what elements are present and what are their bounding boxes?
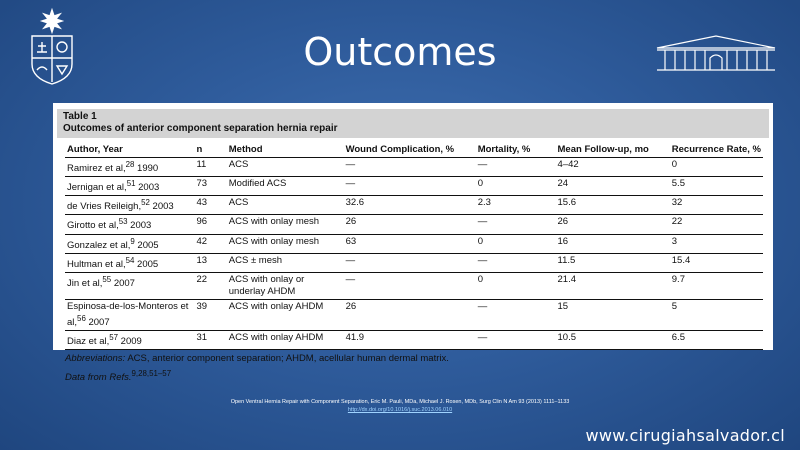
cell-author — [65, 234, 194, 253]
cell-recurrence: 3 — [670, 234, 763, 253]
citation — [0, 398, 800, 414]
table-row — [65, 196, 763, 215]
cell-method: ACS with onlay AHDM — [227, 331, 344, 350]
cell-follow-up: 15.6 — [556, 196, 670, 215]
cell-method: Modified ACS — [227, 177, 344, 196]
cell-follow-up: 16 — [556, 234, 670, 253]
reference-number: 28 — [125, 160, 135, 169]
cell-n: 39 — [194, 299, 226, 330]
author-name: Jernigan et al, — [67, 182, 127, 194]
author-name: Espinosa-de-los-Monteros et al, — [67, 300, 189, 329]
cell-mortality: 0 — [476, 272, 556, 299]
cell-recurrence: 6.5 — [670, 331, 763, 350]
column-header-n: n — [194, 140, 226, 158]
table-row — [65, 272, 763, 299]
author-name: Diaz et al, — [67, 336, 110, 348]
cell-n: 73 — [194, 177, 226, 196]
cell-recurrence: 22 — [670, 215, 763, 234]
cell-follow-up: 26 — [556, 215, 670, 234]
cell-author — [65, 177, 194, 196]
cell-wound-complication: — — [344, 272, 476, 299]
cell-author — [65, 215, 194, 234]
cell-n: 22 — [194, 272, 226, 299]
cell-follow-up: 11.5 — [556, 253, 670, 272]
citation-text: Open Ventral Hernia Repair with Component Separation, Eric M. Pauli, MDa, Michael J. Rosen, MDb, Surg Clin N Am 93 (2013) 1111–1133 — [230, 399, 570, 405]
cell-wound-complication: 32.6 — [344, 196, 476, 215]
cell-mortality: 0 — [476, 177, 556, 196]
cell-method: ACS — [227, 158, 344, 177]
column-header-mortality: Mortality, % — [476, 140, 556, 158]
author-name: Ramirez et al, — [67, 163, 126, 175]
author-name: Gonzalez et al, — [67, 239, 131, 251]
cell-mortality: — — [476, 331, 556, 350]
table-data-source — [65, 368, 763, 384]
publication-year: 2007 — [111, 278, 135, 290]
column-header-wound-complication: Wound Complication, % — [344, 140, 476, 158]
reference-number: 52 — [141, 198, 150, 208]
abbreviations-label: Abbreviations: — [65, 353, 126, 365]
cell-author — [65, 331, 194, 350]
publication-year: 2009 — [118, 336, 142, 348]
cell-author — [65, 253, 194, 272]
table-row — [65, 331, 763, 350]
outcomes-table-image — [53, 103, 773, 384]
publication-year: 2007 — [85, 317, 110, 329]
cell-method: ACS ± mesh — [227, 253, 344, 272]
cell-mortality: 2.3 — [476, 196, 556, 215]
reference-number: 56 — [77, 313, 86, 323]
cell-mortality: — — [476, 158, 556, 177]
cell-follow-up: 15 — [556, 299, 670, 330]
cell-mortality: — — [476, 215, 556, 234]
cell-wound-complication: 26 — [344, 299, 476, 330]
table-caption — [57, 109, 769, 138]
publication-year: 2003 — [149, 201, 174, 213]
cell-n: 13 — [194, 253, 226, 272]
reference-number: 53 — [118, 217, 128, 227]
author-name: de Vries Reileigh, — [67, 201, 142, 213]
citation-doi-link[interactable]: http://dx.doi.org/10.1016/j.suc.2013.06.010 — [347, 407, 453, 413]
cell-method: ACS with onlay AHDM — [227, 299, 344, 330]
table-header-row — [65, 140, 763, 158]
cell-n: 96 — [194, 215, 226, 234]
table-label: Table 1 — [63, 111, 97, 122]
cell-n: 43 — [194, 196, 226, 215]
reference-number: 57 — [109, 333, 119, 343]
abbreviations-text: ACS, anterior component separation; AHDM, acellular human dermal matrix. — [125, 353, 449, 365]
table-row — [65, 177, 763, 196]
cell-n: 11 — [194, 158, 226, 177]
cell-follow-up: 10.5 — [556, 331, 670, 350]
cell-wound-complication: 63 — [344, 234, 476, 253]
reference-number: 55 — [102, 274, 112, 284]
website-url: www.cirugiahsalvador.cl — [585, 426, 785, 445]
cell-recurrence: 5.5 — [670, 177, 763, 196]
cell-author — [65, 272, 194, 299]
cell-mortality: — — [476, 299, 556, 330]
table-row — [65, 253, 763, 272]
reference-number: 54 — [125, 255, 135, 265]
cell-method: ACS — [227, 196, 344, 215]
column-header-method: Method — [227, 140, 344, 158]
cell-method: ACS with onlay mesh — [227, 215, 344, 234]
cell-recurrence: 9.7 — [670, 272, 763, 299]
table-row — [65, 158, 763, 177]
reference-number: 51 — [126, 179, 136, 189]
data-source-refs: 9,28,51–57 — [131, 369, 172, 379]
cell-follow-up: 24 — [556, 177, 670, 196]
cell-author — [65, 196, 194, 215]
cell-method: ACS with onlay mesh — [227, 234, 344, 253]
cell-author — [65, 158, 194, 177]
cell-wound-complication: — — [344, 177, 476, 196]
slide-title: Outcomes — [303, 30, 497, 74]
cell-wound-complication: 26 — [344, 215, 476, 234]
table-abbreviations — [65, 353, 763, 365]
author-name: Girotto et al, — [67, 220, 119, 232]
table-row — [65, 234, 763, 253]
cell-wound-complication: — — [344, 158, 476, 177]
publication-year: 2005 — [134, 239, 159, 251]
reference-number: 9 — [130, 236, 135, 246]
cell-recurrence: 0 — [670, 158, 763, 177]
author-name: Hultman et al, — [67, 258, 126, 270]
cell-wound-complication: — — [344, 253, 476, 272]
cell-mortality: 0 — [476, 234, 556, 253]
publication-year: 2003 — [135, 182, 160, 194]
cell-n: 31 — [194, 331, 226, 350]
publication-year: 2003 — [127, 220, 152, 232]
cell-method: ACS with onlay or underlay AHDM — [227, 272, 344, 299]
cell-author — [65, 299, 194, 330]
cell-n: 42 — [194, 234, 226, 253]
column-header-author-year: Author, Year — [65, 140, 194, 158]
outcomes-table — [65, 140, 763, 350]
cell-recurrence: 15.4 — [670, 253, 763, 272]
column-header-mean-follow-up: Mean Follow-up, mo — [556, 140, 670, 158]
cell-follow-up: 4–42 — [556, 158, 670, 177]
author-name: Jin et al, — [67, 278, 103, 290]
table-row — [65, 299, 763, 330]
cell-recurrence: 32 — [670, 196, 763, 215]
cell-follow-up: 21.4 — [556, 272, 670, 299]
column-header-recurrence-rate: Recurrence Rate, % — [670, 140, 763, 158]
publication-year: 2005 — [134, 258, 159, 270]
cell-recurrence: 5 — [670, 299, 763, 330]
table-row — [65, 215, 763, 234]
table-title: Outcomes of anterior component separation hernia repair — [63, 123, 338, 134]
cell-wound-complication: 41.9 — [344, 331, 476, 350]
cell-mortality: — — [476, 253, 556, 272]
publication-year: 1990 — [134, 163, 159, 175]
data-source-label: Data from Refs. — [65, 372, 132, 384]
